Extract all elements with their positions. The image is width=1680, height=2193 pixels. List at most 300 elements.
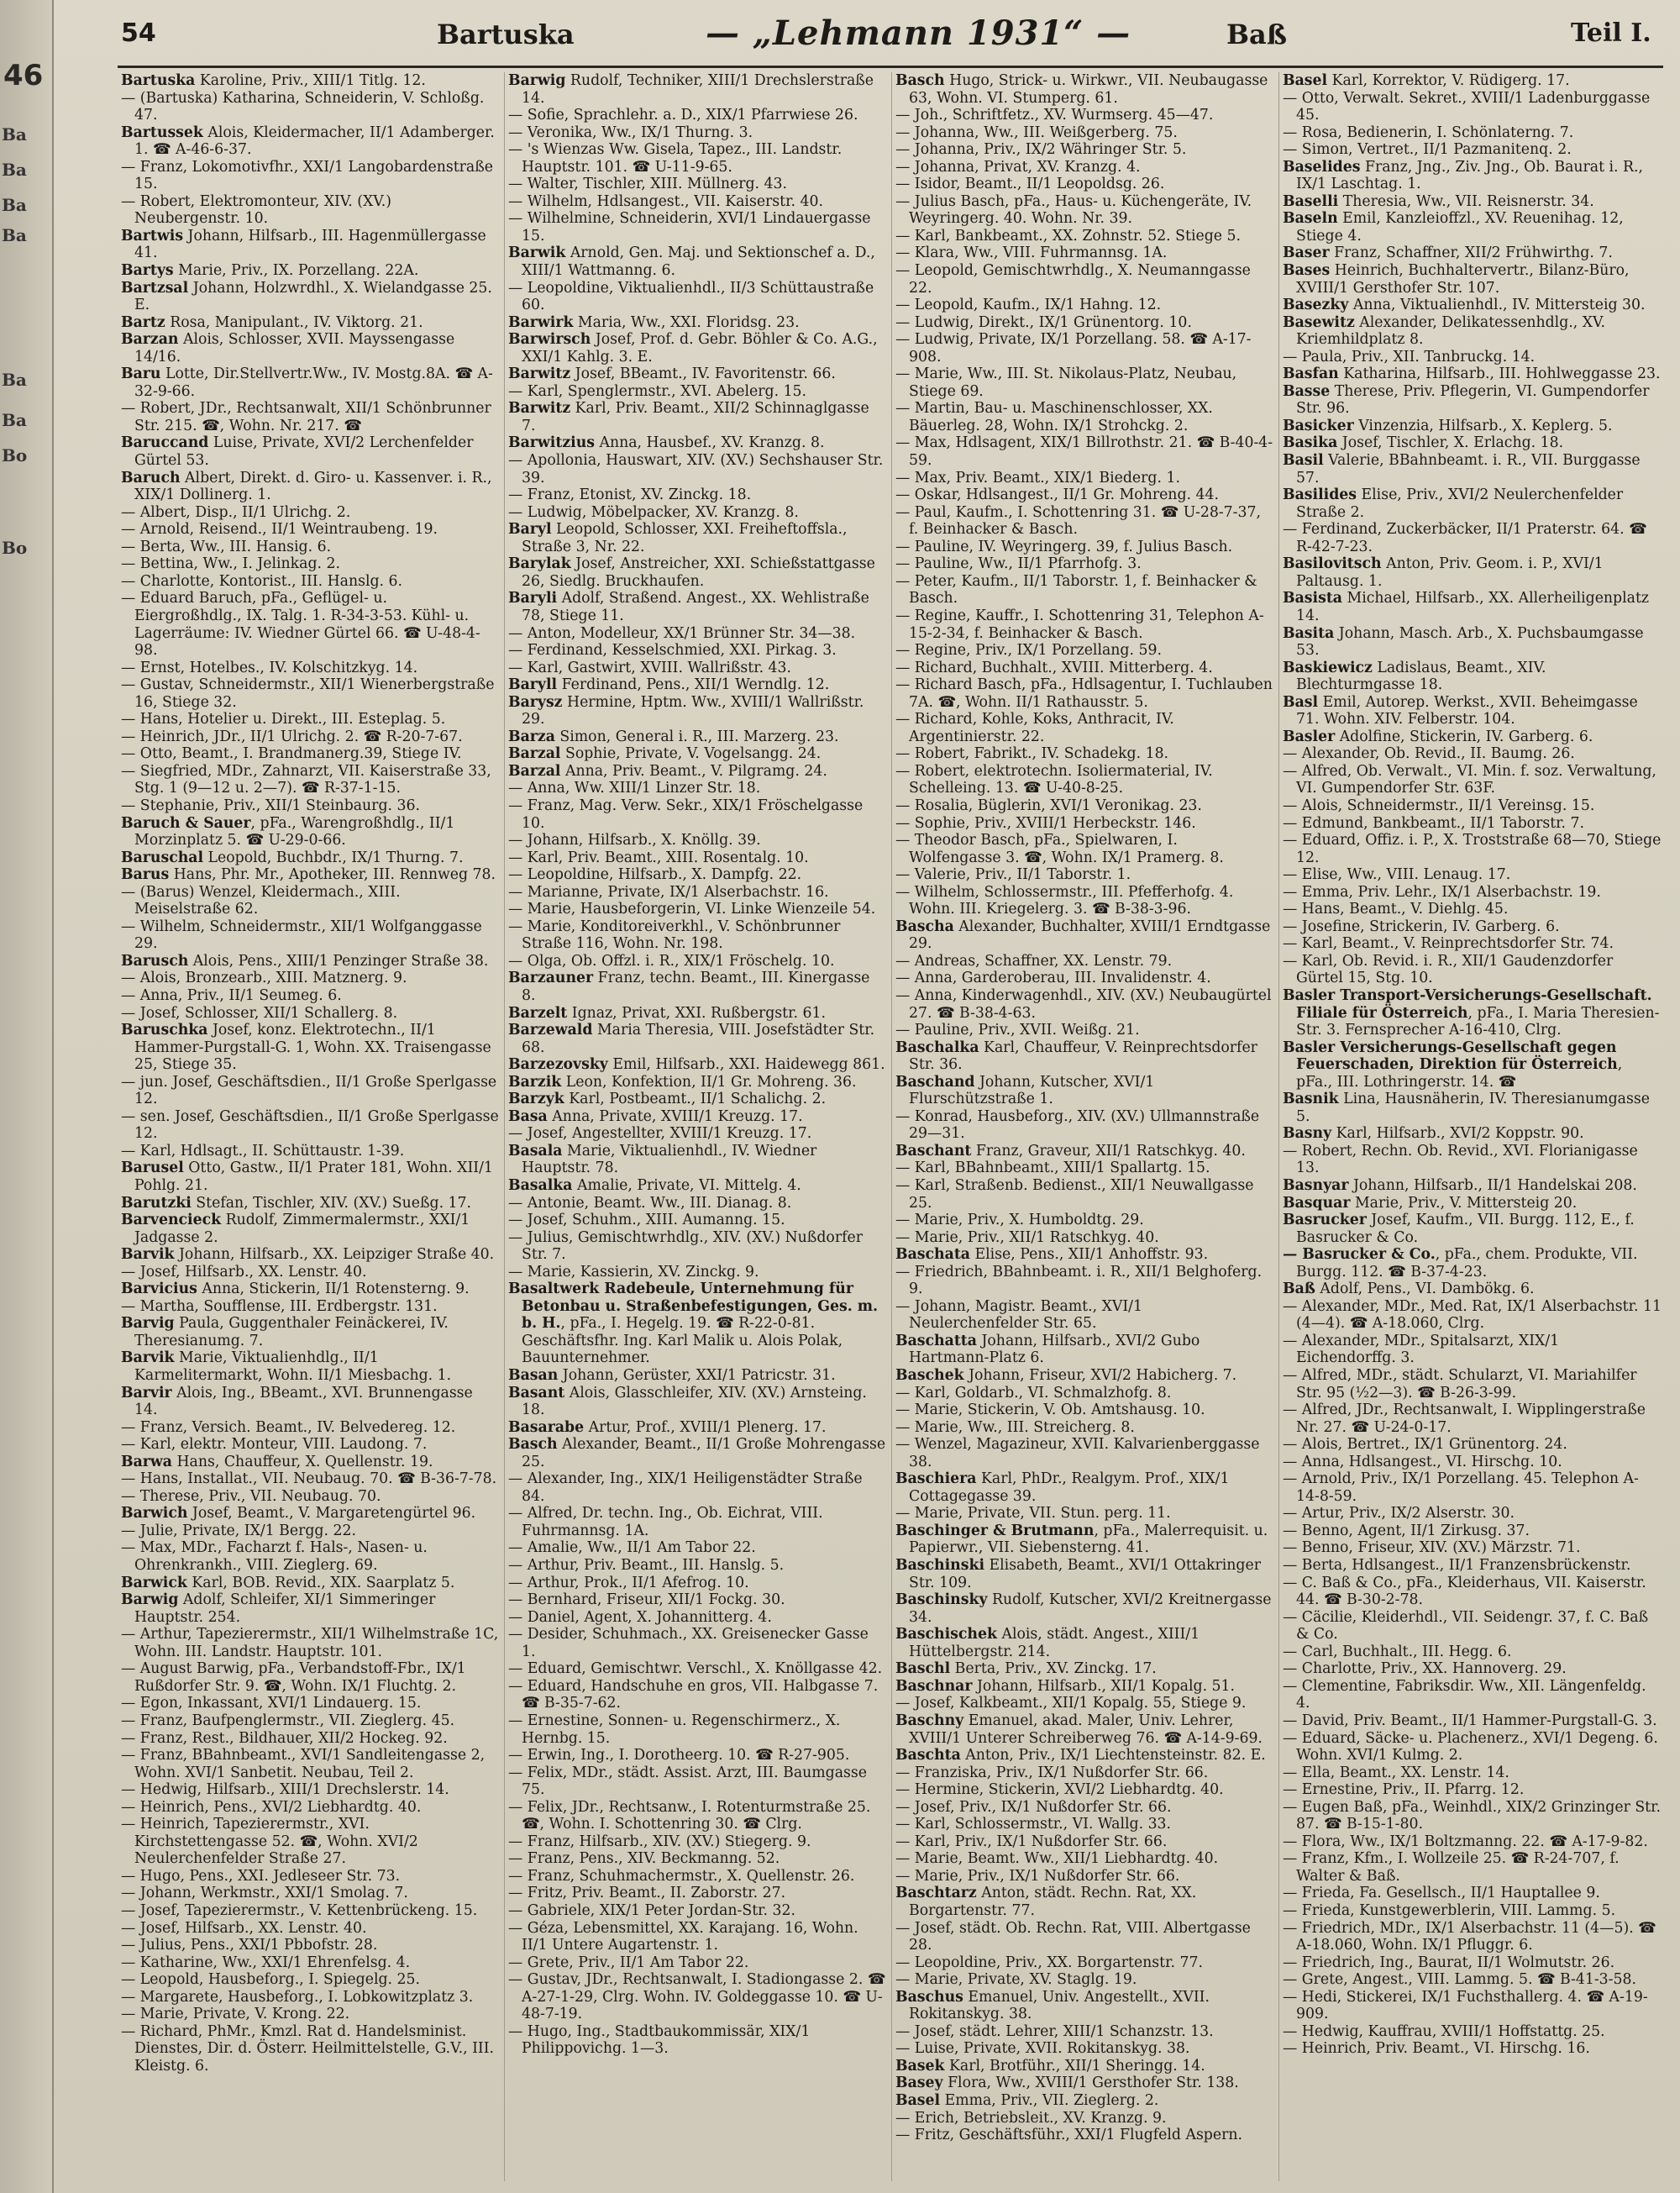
adjacent-page-fragment: Ba [2,410,27,430]
entry-details: — Martin, Bau- u. Maschinenschlosser, XX. Bäuerleg. 28, Wohn. IX/1 Strohckg. 2. [895,400,1213,434]
directory-entry [508,953,886,970]
directory-entry [895,607,1273,642]
entry-details: Franz, Schaffner, XII/2 Frühwirthg. 7. [1329,245,1613,262]
directory-entry [508,280,886,314]
entry-details: — Johanna, Priv., IX/2 Währinger Str. 5. [895,141,1187,159]
entry-details: — Sofie, Sprachlehr. a. D., XIX/1 Pfarrwiese 26. [508,107,858,124]
directory-entry [508,504,886,522]
entry-details: — sen. Josef, Geschäftsdien., II/1 Große Sperlgasse 12. [121,1107,499,1143]
directory-entry [121,1868,499,1885]
directory-entry [121,1436,499,1454]
directory-entry [895,1868,1273,1885]
entry-name: Barvik [121,1246,175,1264]
directory-entry [508,676,886,694]
directory-entry [1283,124,1662,142]
entry-details: — Berta, Ww., III. Hansig. 6. [121,538,332,555]
entry-name: Basey [895,2075,943,2092]
directory-entry [895,676,1273,711]
entry-name: Baryll [508,676,558,694]
directory-entry [1283,383,1662,418]
entry-name: Basita [1283,624,1335,642]
entry-details: — Karl, Bankbeamt., XX. Zohnstr. 52. Stiege 5. [895,227,1241,245]
entry-details: — Alois, Bronzearb., XIII. Matznerg. 9. [121,970,407,987]
entry-details: — C. Baß & Co., pFa., Kleiderhaus, VII. Kaiserstr. 44. ☎ B-30-2-78. [1283,1574,1646,1609]
entry-name: Baß [1283,1281,1315,1298]
entry-details: — Friedrich, Ing., Baurat, II/1 Wolmutstr. 26. [1283,1954,1615,1971]
entry-details: — Oskar, Hdlsangest., II/1 Gr. Mohreng. 44. [895,486,1219,504]
entry-name: Barwich [121,1505,188,1522]
directory-entry [121,1212,499,1246]
entry-details: — (Bartuska) Katharina, Schneiderin, V. Schloßg. 47. [121,89,485,124]
entry-name: Bases [1283,262,1331,280]
entry-details: — Eduard, Gemischtwr. Verschl., X. Knöllgasse 42. [508,1660,883,1678]
directory-entry [121,470,499,504]
entry-details: — Franz, Baufpenglermstr., VII. Zieglerg. 45. [121,1712,455,1729]
entry-name: Barwick [121,1574,187,1591]
entry-details: , pFa., III. Lothringerstr. 14. ☎ [1296,1056,1623,1091]
directory-entry [1283,832,1662,866]
entry-name: Basant [508,1384,565,1402]
directory-entry [121,745,499,763]
directory-entry [121,539,499,556]
directory-entry [895,297,1273,314]
entry-details: — Cäcilie, Kleiderhdl., VII. Seidengr. 37, f. C. Baß & Co. [1283,1608,1649,1643]
directory-entry [121,1005,499,1023]
entry-name: Baschek [895,1367,964,1385]
directory-entry [895,866,1273,884]
directory-entry [895,1799,1273,1817]
directory-entry [1283,1885,1662,1902]
entry-name: Baschinski [895,1557,985,1575]
directory-entry [508,694,886,728]
entry-details: — Bernhard, Friseur, XII/1 Fockg. 30. [508,1591,785,1609]
entry-details: Karl, Priv. Beamt., XII/2 Schinnaglgasse 7. [522,400,869,434]
directory-entry [895,159,1273,176]
directory-entry [508,660,886,677]
entry-details: — Arnold, Reisend., II/1 Weintraubeng. 19. [121,521,438,539]
entry-details: — Max, Hdlsagent, XIX/1 Billrothstr. 21. ☎ B-40-4-59. [895,434,1273,470]
entry-details: — Ludwig, Möbelpacker, XV. Kranzg. 8. [508,503,799,521]
entry-details: Rudolf, Techniker, XIII/1 Drechslerstraße 14. [522,72,874,107]
entry-details: — Paul, Kaufm., I. Schottenring 31. ☎ U-28-7-37, f. Beinhacker & Basch. [895,503,1262,539]
entry-name: Barzan [121,331,179,349]
directory-entry [895,1229,1273,1247]
directory-entry [508,832,886,849]
directory-entry [508,849,886,867]
directory-entry [508,1177,886,1195]
entry-details: Emanuel, Univ. Angestellt., XVII. Rokitanskyg. 38. [909,1988,1210,2023]
entry-details: — Anna, Ww. XIII/1 Linzer Str. 18. [508,780,761,797]
directory-entry [895,1298,1273,1333]
directory-entry [121,1902,499,1920]
entry-details: — Grete, Angest., VIII. Lammg. 5. ☎ B-41-3-58. [1283,1971,1636,1989]
entry-name: Baseln [1283,210,1338,228]
directory-entry [121,1488,499,1506]
directory-entry [508,452,886,486]
directory-entry [895,1885,1273,1919]
directory-entry [895,72,1273,107]
entry-name: Barwig [508,72,566,89]
entry-name: Barus [121,866,170,884]
entry-details: Alois, Ing., BBeamt., XVI. Brunnengasse 14. [134,1384,473,1419]
entry-details: — Franz, Versich. Beamt., IV. Belvedereg. 12. [121,1418,456,1436]
entry-details: — Leopoldine, Priv., XX. Borgartenstr. 77. [895,1954,1203,1971]
adjacent-page-fragment: Ba [2,195,27,215]
entry-details: — Charlotte, Priv., XX. Hannoverg. 29. [1283,1660,1567,1678]
entry-details: — Friedrich, MDr., IX/1 Alserbachstr. 11 (4—5). ☎ A-18.060, Wohn. IX/1 Pfluggr. 6. [1283,1919,1656,1954]
directory-column-2 [505,72,892,2181]
directory-entry [1283,866,1662,884]
directory-column-1 [118,72,505,2181]
entry-details: — Luise, Private, XVII. Rokitanskyg. 38. [895,2040,1190,2058]
entry-details: — Eduard, Offiz. i. P., X. Troststraße 68—70, Stiege 12. [1283,832,1662,866]
entry-name: Baselides [1283,158,1361,176]
directory-entry [1283,1505,1662,1522]
directory-entry [1283,193,1662,211]
directory-entry [508,1557,886,1575]
directory-entry [895,1591,1273,1626]
entry-details: — Marie, Private, VII. Stun. perg. 11. [895,1505,1171,1522]
entry-details: — Konrad, Hausbeforg., XIV. (XV.) Ullmannstraße 29—31. [895,1107,1260,1143]
directory-entry [1283,1971,1662,1989]
entry-name: Basler Versicherungs-Gesellschaft gegen Feuerschaden, Direktion für Österreich [1283,1039,1618,1074]
directory-entry [895,1470,1273,1505]
entry-details: — Isidor, Beamt., II/1 Leopoldsg. 26. [895,176,1165,193]
directory-entry [895,1971,1273,1989]
entry-details: — Joh., Schriftfetz., XV. Wurmserg. 45—47. [895,107,1214,124]
directory-entry [895,832,1273,866]
entry-details: — Wenzel, Magazineur, XVII. Kalvarienberggasse 38. [895,1436,1260,1470]
directory-entry [121,1108,499,1143]
entry-details: Karl, Hilfsarb., XVI/2 Koppstr. 90. [1331,1125,1584,1143]
adjacent-page-number: 46 [3,59,44,92]
directory-entry [895,1385,1273,1402]
entry-name: Basler Transport-Versicherungs-Gesellschaft. Filiale für Österreich [1283,986,1652,1022]
entry-details: — Leopold, Gemischtwrhdlg., X. Neumanngasse 22. [895,262,1251,297]
directory-entry [508,1954,886,1972]
directory-entry [508,107,886,124]
entry-details: — Karl, BBahnbeamt., XIII/1 Spallartg. 15. [895,1160,1210,1177]
directory-entry [508,1367,886,1385]
directory-entry [508,642,886,660]
entry-details: — Alfred, JDr., Rechtsanwalt, I. Wipplingerstraße Nr. 27. ☎ U-24-0-17. [1283,1402,1646,1436]
directory-entry [121,124,499,159]
directory-entry [895,1419,1273,1437]
directory-entry [895,1626,1273,1660]
entry-details: Rudolf, Zimmermalermstr., XXI/1 Jadgasse 2. [134,1212,470,1246]
directory-entry [508,1609,886,1627]
directory-entry [121,815,499,849]
entry-details: — Marie, Private, XV. Staglg. 19. [895,1971,1137,1989]
entry-details: — Felix, MDr., städt. Assist. Arzt, III. Baumgasse 75. [508,1764,867,1799]
directory-entry [508,210,886,245]
entry-details: — Hans, Installat., VII. Neubaug. 70. ☎ B-36-7-78. [121,1470,497,1488]
entry-details: — Max, Priv. Beamt., XIX/1 Biederg. 1. [895,469,1180,486]
entry-details: — Gustav, Schneidermstr., XII/1 Wienerbergstraße 16, Stiege 32. [121,676,495,711]
directory-entry [508,331,886,366]
entry-name: Barwitz [508,400,571,418]
directory-entry [1283,763,1662,797]
entry-details: — Eduard, Handschuhe en gros, VII. Halbgasse 7. ☎ B-35-7-62. [508,1677,879,1712]
directory-entry [508,1885,886,1902]
entry-details: — Siegfried, MDr., Zahnarzt, VII. Kaiserstraße 33, Stg. 1 (9—12 u. 2—7). ☎ R-37-1-15. [121,762,491,797]
directory-entry [1283,1557,1662,1575]
entry-name: Basewitz [1283,313,1355,331]
entry-details: — Alois, Bertret., IX/1 Grünentorg. 24. [1283,1436,1567,1454]
entry-details: — Robert, elektrotechn. Isoliermaterial, IV. Schelleing. 13. ☎ U-40-8-25. [895,762,1213,797]
entry-details: — Franz, Kfm., I. Wollzeile 25. ☎ R-24-707, f. Walter & Baß. [1283,1850,1620,1885]
entry-details: Adolf, Pens., VI. Dambökg. 6. [1315,1281,1535,1298]
entry-details: Michael, Hilfsarb., XX. Allerheiligenplatz 14. [1296,590,1649,624]
directory-entry [895,1712,1273,1747]
entry-details: — Arthur, Prok., II/1 Afefrog. 10. [508,1574,749,1591]
directory-entry [895,2058,1273,2075]
entry-details: Therese, Priv. Pflegerin, VI. Gumpendorfer Str. 96. [1296,382,1650,418]
entry-name: Baschtarz [895,1885,977,1902]
directory-entry [121,1920,499,1938]
entry-details: Johann, Kutscher, XVI/1 Flurschützstraße 1. [909,1073,1155,1108]
entry-details: Alexander, Delikatessenhdlg., XV. Kriemhildplatz 8. [1296,313,1605,349]
directory-entry [121,314,499,332]
entry-details: Johann, Hilfsarb., XII/1 Kopalg. 51. [972,1677,1236,1695]
directory-entry [1283,1333,1662,1367]
directory-entry [895,2110,1273,2127]
directory-entry [121,1781,499,1799]
adjacent-page-fragment: Ba [2,370,27,390]
entry-details: — Wilhelmine, Schneiderin, XVI/1 Lindauergasse 15. [508,210,871,245]
directory-entry [508,1833,886,1851]
entry-details: — Benno, Friseur, XIV. (XV.) Märzstr. 71. [1283,1539,1581,1557]
entry-details: — Karl, Priv., IX/1 Nußdorfer Str. 66. [895,1833,1168,1850]
entry-details: Elisabeth, Beamt., XVI/1 Ottakringer Str. 109. [909,1557,1261,1591]
entry-details: Josef, Kaufm., VII. Burgg. 112, E., f. Basrucker & Co. [1296,1212,1635,1246]
entry-details: Lotte, Dir.Stellvertr.Ww., IV. Mostg.8A. ☎ A-32-9-66. [134,366,493,400]
entry-details: , pFa., I. Hegelg. 19. ☎ R-22-0-81. Geschäftsfhr. Ing. Karl Malik u. Alois Polak, Bauunternehmer. [522,1315,843,1367]
entry-details: — Rosalia, Büglerin, XVI/1 Veronikag. 23. [895,797,1202,814]
page-header [67,12,1663,71]
directory-entry [1283,1920,1662,1954]
entry-details: Berta, Priv., XV. Zinckg. 17. [950,1660,1157,1678]
directory-entry [121,676,499,711]
entry-details: Adolfine, Stickerin, IV. Garberg. 6. [1335,728,1593,745]
entry-details: — Gustav, JDr., Rechtsanwalt, I. Stadiongasse 2. ☎ A-27-1-29, Clrg. Wohn. IV. Goldeggasse 10. ☎ U-48-7-19. [508,1971,886,2023]
entry-details: — Marie, Hausbeforgerin, VI. Linke Wienzeile 54. [508,901,876,918]
entry-name: Barwig [121,1591,179,1609]
directory-entry [121,90,499,124]
entry-details: — Franz, Pens., XIV. Beckmanng. 52. [508,1850,780,1868]
entry-details: Franz, Graveur, XII/1 Ratschkyg. 40. [971,1142,1246,1160]
entry-details: — Ernestine, Sonnen- u. Regenschirmerz., X. Hernbg. 15. [508,1712,841,1747]
directory-entry [121,400,499,434]
directory-entry [508,901,886,918]
entry-details: Karl, PhDr., Realgym. Prof., XIX/1 Cottagegasse 39. [909,1470,1230,1505]
directory-entry [1283,210,1662,245]
entry-details: — Antonie, Beamt. Ww., III. Dianag. 8. [508,1194,792,1212]
entry-details: — Berta, Hdlsangest., II/1 Franzensbrückenstr. [1283,1557,1631,1575]
directory-entry [895,1246,1273,1264]
entry-name: Basika [1283,434,1338,452]
directory-entry [895,434,1273,469]
entry-details: — Karl, elektr. Monteur, VIII. Laudong. 7. [121,1436,428,1454]
directory-entry [508,1591,886,1609]
entry-details: — Edmund, Bankbeamt., II/1 Taborstr. 7. [1283,814,1584,832]
directory-entry [1283,2023,1662,2041]
entry-details: — Katharine, Ww., XXI/1 Ehrenfelsg. 4. [121,1954,411,1971]
directory-entry [121,2023,499,2075]
directory-entry [895,1333,1273,1367]
entry-name: Baschinger & Brutmann [895,1522,1095,1539]
directory-columns [118,72,1667,2181]
directory-entry [121,1195,499,1212]
directory-entry [895,1402,1273,1419]
page-title: — „Lehmann 1931“ — [706,13,1131,53]
directory-entry [121,1264,499,1281]
entry-name: Baru [121,366,161,383]
directory-entry [1283,262,1662,297]
directory-entry [895,1143,1273,1160]
directory-column-3 [892,72,1279,2181]
directory-entry [121,2006,499,2023]
entry-name: Bartuska [121,72,196,89]
entry-details: — Heinrich, Priv. Beamt., VI. Hirschg. 16. [1283,2040,1590,2058]
directory-entry [1283,1643,1662,1661]
entry-details: — Johanna, Ww., III. Weißgerberg. 75. [895,124,1178,141]
entry-details: Hugo, Strick- u. Wirkwr., VII. Neubaugasse 63, Wohn. VI. Stumperg. 61. [909,72,1268,107]
entry-name: Barusel [121,1160,184,1177]
directory-entry [1283,1143,1662,1177]
directory-entry [508,763,886,781]
entry-details: — Paula, Priv., XII. Tanbruckg. 14. [1283,348,1536,366]
entry-details: Josef, Anstreicher, XXI. Schießstattgasse 26, Siedlg. Bruckhaufen. [522,555,875,590]
entry-details: — Anna, Garderoberau, III. Invalidenstr. 4. [895,970,1211,987]
directory-entry [508,1385,886,1419]
directory-entry [895,1660,1273,1678]
entry-details: Josef, Beamt., V. Margaretengürtel 96. [187,1505,476,1522]
entry-name: Barzal [508,745,561,763]
entry-details: Hermine, Hptm. Ww., XVIII/1 Wallrißstr. 29. [522,693,864,728]
entry-details: Hans, Phr. Mr., Apotheker, III. Rennweg 78. [169,866,496,884]
entry-details: — Marie, Ww., III. Streicherg. 8. [895,1418,1135,1436]
directory-entry [895,1954,1273,1972]
directory-entry [121,573,499,591]
entry-details: — Olga, Ob. Offzl. i. R., XIX/1 Fröschelg. 10. [508,952,835,970]
directory-entry [895,366,1273,400]
entry-name: Basquar [1283,1194,1351,1212]
directory-entry [508,1868,886,1885]
entry-details: — Wilhelm, Schlossermstr., III. Pfefferhofg. 4. Wohn. III. Kriegelerg. 3. ☎ B-38-3-96. [895,883,1234,918]
directory-entry [121,1315,499,1349]
entry-details: — Alexander, Ing., XIX/1 Heiligenstädter Straße 84. [508,1470,863,1505]
directory-entry [895,470,1273,487]
entry-details: Rosa, Manipulant., IV. Viktorg. 21. [165,313,423,331]
directory-entry [895,2023,1273,2041]
entry-details: — Josef, Schlosser, XII/1 Schallerg. 8. [121,1004,398,1022]
entry-details: — Sophie, Priv., XVIII/1 Herbeckstr. 146. [895,814,1196,832]
entry-name: Barylak [508,555,571,573]
entry-name: Baruschka [121,1022,208,1039]
entry-details: — Egon, Inkassant, XVI/1 Lindauerg. 15. [121,1695,422,1712]
directory-entry [1283,1212,1662,1246]
directory-entry [508,1626,886,1660]
entry-name: Basch [508,1436,558,1454]
directory-entry [895,815,1273,833]
directory-entry [895,642,1273,660]
entry-details: — Daniel, Agent, X. Johannitterg. 4. [508,1608,772,1626]
entry-details: Alois, Glasschleifer, XIV. (XV.) Arnsteing. 18. [522,1384,867,1419]
directory-entry [121,262,499,280]
directory-entry [1283,1799,1662,1833]
entry-details: Emil, Kanzleioffzl., XV. Reuenihag. 12, Stiege 4. [1296,210,1624,245]
entry-name: Basnik [1283,1091,1339,1108]
entry-details: — Rosa, Bedienerin, I. Schönlaterng. 7. [1283,124,1574,141]
directory-entry [1283,1575,1662,1609]
entry-details: — Regine, Kauffr., I. Schottenring 31, Telephon A-15-2-34, f. Beinhacker & Basch. [895,607,1264,642]
entry-details: — Richard Basch, pFa., Hdlsagentur, I. Tuchlauben 7A. ☎, Wohn. II/1 Rathausstr. 5. [895,676,1273,711]
directory-entry [121,72,499,90]
entry-details: Josef, Prof. d. Gebr. Böhler & Co. A.G., XXI/1 Kahlg. 3. E. [522,331,878,366]
directory-entry [1283,1539,1662,1557]
entry-name: Baschus [895,1988,963,2006]
directory-entry [1283,1298,1662,1333]
directory-entry [508,366,886,383]
entry-details: — Hermine, Stickerin, XVI/2 Liebhardtg. 40. [895,1781,1224,1799]
entry-details: Valerie, BBahnbeamt. i. R., VII. Burggasse 57. [1296,452,1641,486]
directory-entry [1283,745,1662,763]
entry-details: — Apollonia, Hauswart, XIV. (XV.) Sechshauser Str. 39. [508,452,884,486]
directory-entry [1283,1125,1662,1143]
entry-details: — Julius, Gemischtwrhdlg., XIV. (XV.) Nußdorfer Str. 7. [508,1228,863,1264]
directory-entry [121,159,499,193]
entry-details: Karoline, Priv., XIII/1 Titlg. 12. [195,72,426,89]
directory-entry [895,1764,1273,1782]
entry-details: Paula, Guggenthaler Feinäckerei, IV. Theresianumg. 7. [134,1315,449,1349]
header-last-entry: Baß [1226,18,1288,50]
directory-entry [121,1660,499,1695]
directory-entry [121,331,499,366]
directory-entry [508,1850,886,1868]
directory-entry [895,884,1273,918]
entry-details: Karl, Korrektor, V. Rüdigerg. 17. [1327,72,1570,89]
entry-details: — Géza, Lebensmittel, XX. Karajang. 16, Wohn. II/1 Untere Augartenstr. 1. [508,1919,858,1954]
entry-details: — Artur, Priv., IX/2 Alserstr. 30. [1283,1505,1515,1522]
entry-details: Amalie, Private, VI. Mittelg. 4. [572,1177,801,1194]
directory-entry [1283,2040,1662,2058]
directory-entry [1283,590,1662,624]
entry-details: — Fritz, Geschäftsführ., XXI/1 Flugfeld Aspern. [895,2127,1242,2144]
directory-entry [1283,349,1662,366]
directory-entry [1283,1402,1662,1436]
entry-details: — Pauline, IV. Weyringerg. 39, f. Julius Basch. [895,538,1233,555]
directory-entry [508,1281,886,1367]
directory-entry [895,1212,1273,1229]
directory-entry [121,1712,499,1730]
entry-details: — Ferdinand, Zuckerbäcker, II/1 Praterstr. 64. ☎ R-42-7-23. [1283,521,1647,555]
entry-details: Franz, Jng., Ziv. Jng., Ob. Baurat i. R., IX/1 Laschtag. 1. [1296,158,1644,193]
directory-entry [508,1143,886,1177]
directory-entry [1283,1609,1662,1643]
header-part-label: Teil I. [1571,18,1651,48]
directory-entry [1283,660,1662,694]
entry-name: Basala [508,1142,563,1160]
directory-entry [1283,90,1662,124]
entry-details: — Karl, Goldarb., VI. Schmalzhofg. 8. [895,1384,1172,1402]
directory-entry [121,660,499,677]
entry-details: — Franz, Lokomotivfhr., XXI/1 Langobardenstraße 15. [121,158,494,193]
directory-entry [1283,901,1662,918]
entry-details: — Eduard Baruch, pFa., Geflügel- u. Eiergroßhdlg., IX. Talg. 1. R-34-3-53. Kühl- u. Lagerräume: IV. Wiedner Gürtel 66. ☎ U-48-4-98. [121,590,480,660]
directory-entry [1283,1470,1662,1505]
directory-entry [508,314,886,332]
